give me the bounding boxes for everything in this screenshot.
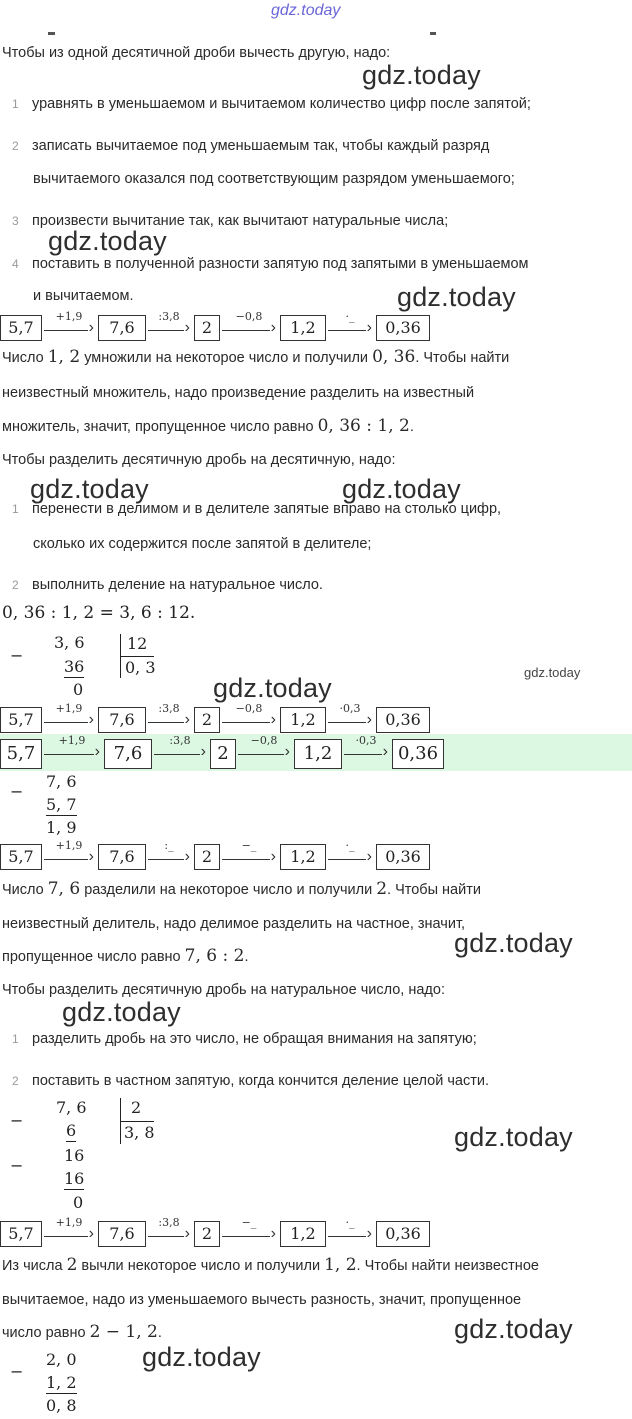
arrow-line xyxy=(44,859,88,860)
chain-value-box: 5,7 xyxy=(0,1221,42,1247)
list-item xyxy=(12,1030,477,1048)
math: 0, 36 : 1, 2 xyxy=(317,416,410,436)
watermark: gdz.today xyxy=(142,1342,261,1372)
chain-arrow xyxy=(42,702,96,735)
arrow-line xyxy=(154,754,200,755)
chain-value-box: 5,7 xyxy=(0,844,42,870)
list-item xyxy=(12,500,501,518)
chain-value-box: 7,6 xyxy=(98,1221,146,1247)
minus-sign: − xyxy=(10,646,24,665)
difference: 1, 9 xyxy=(46,818,77,837)
text: . xyxy=(157,1325,162,1341)
arrow-line xyxy=(222,330,270,331)
chain-arrow xyxy=(220,1216,278,1249)
chain-value-box: 1,2 xyxy=(280,1221,326,1247)
list-item xyxy=(12,576,323,594)
chain-operation-label: −0,8 xyxy=(250,734,278,747)
subtrahend: 36 xyxy=(64,657,85,676)
chain-arrow xyxy=(326,839,374,872)
list-text-continuation: сколько их содержится после запятой в делителе; xyxy=(33,536,372,552)
arrow-line xyxy=(44,754,94,755)
operation-chain-1 xyxy=(0,310,632,343)
arrow-head-icon: › xyxy=(88,711,94,728)
text: пропущенное число равно xyxy=(2,949,185,965)
minus-sign: − xyxy=(10,1362,24,1381)
division-line xyxy=(120,1121,154,1122)
text: Число xyxy=(2,350,48,366)
list-text-continuation: и вычитаемом. xyxy=(33,288,134,304)
arrow-head-icon: › xyxy=(200,743,206,760)
chain-arrow xyxy=(152,734,208,767)
list-text: произвести вычитание так, как вычитают натуральные числа; xyxy=(32,213,449,229)
text: Число xyxy=(2,882,48,898)
operation-chain-5 xyxy=(0,1216,632,1249)
arrow-head-icon: › xyxy=(270,1225,276,1242)
cut-off-fragment xyxy=(430,32,436,35)
arrow-line xyxy=(328,1236,366,1237)
list-number: 2 xyxy=(12,578,19,592)
chain-arrow xyxy=(146,310,192,343)
minuend: 7, 6 xyxy=(46,772,77,791)
list-number: 2 xyxy=(12,1074,19,1088)
chain-operation-label: +1,9 xyxy=(55,702,83,715)
chain-value-box: 1,2 xyxy=(280,315,326,341)
operation-chain-4 xyxy=(0,839,632,872)
chain-operation-label: −0,8 xyxy=(235,310,263,323)
chain-value-box: 2 xyxy=(194,844,220,870)
arrow-head-icon: › xyxy=(366,319,372,336)
text: число равно xyxy=(2,1325,90,1341)
chain-arrow xyxy=(236,734,292,767)
paragraph-line: вычитаемое, надо из уменьшаемого вычесть разность, значит, пропущенное xyxy=(2,1292,522,1308)
division-rule-intro: Чтобы разделить десятичную дробь на десятичную, надо: xyxy=(2,452,396,468)
math: 2 xyxy=(376,879,388,899)
chain-operation-label: :3,8 xyxy=(158,1216,180,1229)
chain-value-box: 0,36 xyxy=(376,844,430,870)
chain-operation-label: :_ xyxy=(164,839,174,852)
arrow-line xyxy=(44,1236,88,1237)
arrow-head-icon: › xyxy=(184,848,190,865)
chain-value-box: 7,6 xyxy=(98,844,146,870)
watermark: gdz.today xyxy=(342,474,461,504)
arrow-line xyxy=(328,859,366,860)
chain-operation-label: −_ xyxy=(241,1216,257,1229)
subtrahend: 1, 2 xyxy=(46,1373,77,1392)
list-text: записать вычитаемое под уменьшаемым так, чтобы каждый разряд xyxy=(32,138,490,154)
text: . xyxy=(244,949,249,965)
list-text: уравнять в уменьшаемом и вычитаемом количество цифр после запятой; xyxy=(32,96,531,112)
chain-arrow xyxy=(326,310,374,343)
quotient: 3, 8 xyxy=(124,1123,155,1142)
quotient: 0, 3 xyxy=(125,658,156,677)
chain-operation-label: +1,9 xyxy=(58,734,86,747)
text: Из числа xyxy=(2,1258,67,1274)
list-text: поставить в частном запятую, когда кончится деление целой части. xyxy=(32,1073,489,1089)
chain-value-box: 0,36 xyxy=(392,739,444,769)
chain-operation-label: −0,8 xyxy=(235,702,263,715)
watermark: gdz.today xyxy=(454,1314,573,1344)
arrow-head-icon: › xyxy=(94,743,100,760)
paragraph-line xyxy=(2,1256,539,1275)
natural-division-rule-intro: Чтобы разделить десятичную дробь на натуральное число, надо: xyxy=(2,982,445,998)
arrow-line xyxy=(148,859,184,860)
math: 0, 36 xyxy=(372,347,416,367)
chain-value-box: 1,2 xyxy=(280,844,326,870)
arrow-line xyxy=(222,722,270,723)
minus-sign: − xyxy=(10,782,24,801)
chain-value-box: 2 xyxy=(210,739,236,769)
chain-operation-label: :3,8 xyxy=(158,702,180,715)
paragraph-line: неизвестный множитель, надо произведение разделить на известный xyxy=(2,385,475,401)
watermark: gdz.today xyxy=(30,474,149,504)
chain-value-box: 1,2 xyxy=(294,739,342,769)
watermark: gdz.today xyxy=(454,1122,573,1152)
chain-arrow xyxy=(220,310,278,343)
chain-operation-label: ·_ xyxy=(345,839,355,852)
arrow-line xyxy=(222,859,270,860)
list-item xyxy=(12,137,489,155)
arrow-head-icon: › xyxy=(284,743,290,760)
chain-operation-label: ·0,3 xyxy=(355,734,377,747)
text: . xyxy=(409,419,414,435)
subtrahend: 5, 7 xyxy=(46,795,77,814)
chain-operation-label: −_ xyxy=(241,839,257,852)
arrow-head-icon: › xyxy=(366,848,372,865)
list-item xyxy=(12,255,529,273)
chain-arrow xyxy=(146,839,192,872)
list-item xyxy=(12,95,531,113)
subtrahend: 16 xyxy=(64,1169,85,1188)
list-item xyxy=(12,1072,489,1090)
remainder: 0 xyxy=(73,1193,84,1212)
chain-arrow xyxy=(146,702,192,735)
paragraph-line xyxy=(2,348,509,367)
list-text: выполнить деление на натуральное число. xyxy=(32,577,323,593)
watermark: gdz.today xyxy=(454,928,573,958)
dividend: 3, 6 xyxy=(54,633,85,652)
arrow-head-icon: › xyxy=(184,319,190,336)
chain-value-box: 7,6 xyxy=(98,315,146,341)
list-number: 1 xyxy=(12,502,19,516)
text: . Чтобы найти xyxy=(387,882,481,898)
chain-operation-label: +1,9 xyxy=(55,839,83,852)
watermark: gdz.today xyxy=(48,226,167,256)
chain-arrow xyxy=(220,702,278,735)
chain-arrow xyxy=(42,734,102,767)
list-number: 4 xyxy=(12,257,19,271)
chain-value-box: 0,36 xyxy=(376,1221,430,1247)
chain-value-box: 7,6 xyxy=(104,739,152,769)
chain-operation-label: +1,9 xyxy=(55,310,83,323)
chain-arrow xyxy=(146,1216,192,1249)
arrow-line xyxy=(222,1236,270,1237)
math: 1, 2 xyxy=(324,1255,357,1275)
chain-value-box: 5,7 xyxy=(0,739,42,769)
arrow-head-icon: › xyxy=(366,1225,372,1242)
paragraph-line xyxy=(2,947,248,966)
subtrahend: 6 xyxy=(66,1121,77,1140)
arrow-head-icon: › xyxy=(270,848,276,865)
arrow-head-icon: › xyxy=(184,1225,190,1242)
arrow-line xyxy=(44,722,88,723)
chain-arrow xyxy=(42,310,96,343)
top-watermark: gdz.today xyxy=(271,2,341,19)
chain-arrow xyxy=(42,1216,96,1249)
text: . Чтобы найти xyxy=(415,350,510,366)
watermark: gdz.today xyxy=(62,997,181,1027)
chain-operation-label: +1,9 xyxy=(55,1216,83,1229)
text: множитель, значит, пропущенное число равно xyxy=(2,419,318,435)
arrow-line xyxy=(328,330,366,331)
difference: 0, 8 xyxy=(46,1396,77,1415)
chain-arrow xyxy=(342,734,390,767)
list-text: поставить в полученной разности запятую под запятыми в уменьшаемом xyxy=(32,256,529,272)
math: 2 − 1, 2 xyxy=(89,1322,158,1342)
chain-value-box: 0,36 xyxy=(376,707,430,733)
arrow-line xyxy=(344,754,382,755)
watermark: gdz.today xyxy=(397,282,516,312)
text: разделили на некоторое число и получили xyxy=(80,882,377,898)
chain-arrow xyxy=(326,702,374,735)
list-number: 1 xyxy=(12,97,19,111)
chain-arrow xyxy=(220,839,278,872)
remainder: 16 xyxy=(64,1146,85,1165)
chain-operation-label: ·0,3 xyxy=(339,702,361,715)
chain-arrow xyxy=(42,839,96,872)
minus-sign: − xyxy=(10,1156,24,1175)
arrow-line xyxy=(44,330,88,331)
list-text-continuation: вычитаемого оказался под соответствующим разрядом уменьшаемого; xyxy=(33,171,515,187)
watermark: gdz.today xyxy=(362,60,481,90)
arrow-head-icon: › xyxy=(270,319,276,336)
chain-value-box: 0,36 xyxy=(376,315,430,341)
chain-value-box: 5,7 xyxy=(0,315,42,341)
math: 2 xyxy=(66,1255,78,1275)
math: 7, 6 : 2 xyxy=(184,946,245,966)
list-number: 2 xyxy=(12,139,19,153)
list-number: 3 xyxy=(12,214,19,228)
math: 7, 6 xyxy=(47,879,81,899)
dividend: 7, 6 xyxy=(56,1098,87,1117)
minus-sign: − xyxy=(10,1111,24,1130)
chain-operation-label: ·_ xyxy=(345,1216,355,1229)
list-text: разделить дробь на это число, не обращая внимания на запятую; xyxy=(32,1031,477,1047)
arrow-line xyxy=(148,1236,184,1237)
chain-value-box: 5,7 xyxy=(0,707,42,733)
list-number: 1 xyxy=(12,1032,19,1046)
chain-value-box: 2 xyxy=(194,707,220,733)
text: . Чтобы найти неизвестное xyxy=(356,1258,539,1274)
operation-chain-2 xyxy=(0,702,632,735)
chain-value-box: 7,6 xyxy=(98,707,146,733)
arrow-head-icon: › xyxy=(88,319,94,336)
paragraph-line: неизвестный делитель, надо делимое разделить на частное, значит, xyxy=(2,916,466,932)
arrow-head-icon: › xyxy=(88,1225,94,1242)
cut-off-fragment xyxy=(48,32,55,35)
paragraph-line xyxy=(2,1323,162,1342)
paragraph-line xyxy=(2,880,481,899)
divisor: 12 xyxy=(127,634,148,653)
divisor: 2 xyxy=(131,1098,142,1117)
arrow-line xyxy=(328,722,366,723)
text: вычли некоторое число и получили xyxy=(77,1258,325,1274)
chain-value-box: 2 xyxy=(194,315,220,341)
list-text: перенести в делимом и в делителе запятые вправо на столько цифр, xyxy=(32,501,502,517)
chain-operation-label: :3,8 xyxy=(169,734,191,747)
text: умножили на некоторое число и получили xyxy=(80,350,373,366)
arrow-head-icon: › xyxy=(366,711,372,728)
division-line xyxy=(120,656,154,657)
chain-operation-label: :3,8 xyxy=(158,310,180,323)
remainder: 0 xyxy=(73,680,84,699)
chain-value-box: 1,2 xyxy=(280,707,326,733)
chain-operation-label: ·_ xyxy=(345,310,355,323)
watermark: gdz.today xyxy=(213,673,332,703)
arrow-head-icon: › xyxy=(184,711,190,728)
arrow-head-icon: › xyxy=(88,848,94,865)
equation: 0, 36 : 1, 2 = 3, 6 : 12. xyxy=(2,603,196,623)
arrow-head-icon: › xyxy=(382,743,388,760)
minuend: 2, 0 xyxy=(46,1350,77,1369)
chain-value-box: 2 xyxy=(194,1221,220,1247)
arrow-head-icon: › xyxy=(270,711,276,728)
arrow-line xyxy=(238,754,284,755)
watermark: gdz.today xyxy=(524,665,581,680)
arrow-line xyxy=(148,330,184,331)
chain-arrow xyxy=(326,1216,374,1249)
math: 1, 2 xyxy=(47,347,81,367)
paragraph-line xyxy=(2,417,414,436)
arrow-line xyxy=(148,722,184,723)
subtraction-rule-intro: Чтобы из одной десятичной дроби вычесть другую, надо: xyxy=(2,45,391,61)
operation-chain-3 xyxy=(0,734,632,767)
